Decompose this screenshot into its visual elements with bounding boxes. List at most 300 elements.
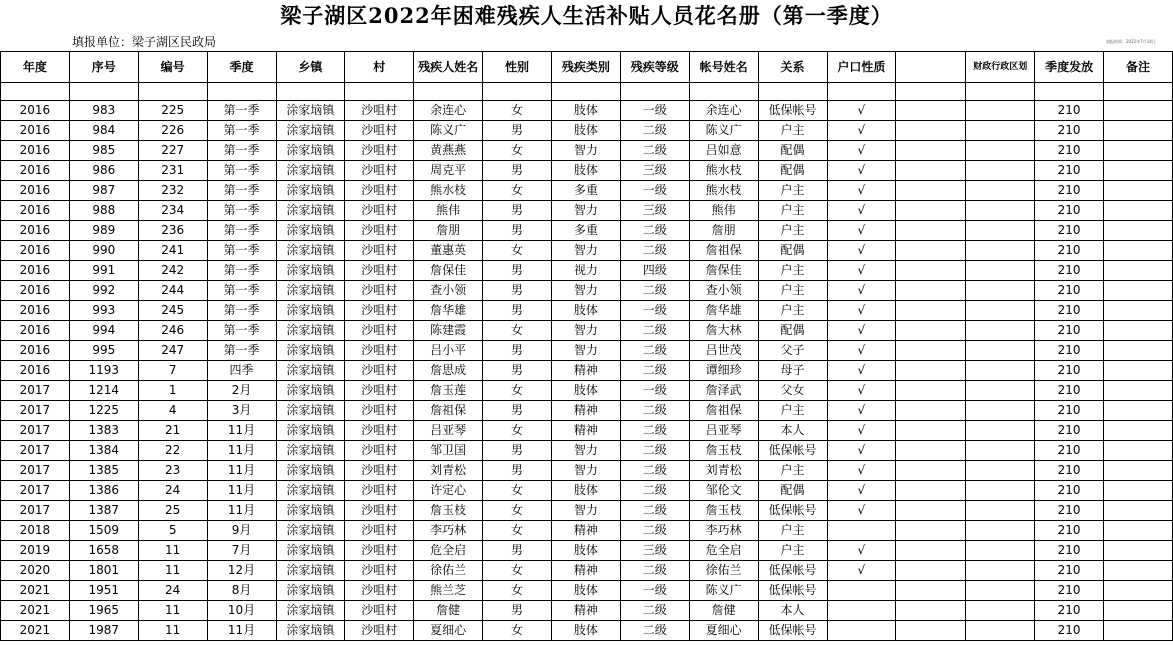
cell-seq[interactable]: 1965 [69,601,138,621]
cell-hukou[interactable]: √ [827,221,896,241]
cell-seq[interactable]: 987 [69,181,138,201]
cell-village[interactable]: 沙咀村 [345,461,414,481]
cell-remarks[interactable] [1104,201,1173,221]
cell-remarks[interactable] [1104,221,1173,241]
cell-code[interactable]: 225 [138,101,207,121]
cell-disability-level[interactable]: 二级 [620,521,689,541]
cell-disability-type[interactable]: 肢体 [552,101,621,121]
cell-quarter-payment[interactable]: 210 [1035,521,1104,541]
cell-hukou[interactable]: √ [827,381,896,401]
cell-code[interactable]: 1 [138,381,207,401]
cell-town[interactable]: 涂家垴镇 [276,401,345,421]
cell-seq[interactable]: 1658 [69,541,138,561]
cell-year[interactable]: 2016 [1,241,70,261]
cell-seq[interactable]: 1214 [69,381,138,401]
cell-town[interactable]: 涂家垴镇 [276,501,345,521]
cell-seq[interactable]: 993 [69,301,138,321]
cell-seq[interactable]: 990 [69,241,138,261]
cell-village[interactable]: 沙咀村 [345,181,414,201]
cell-gender[interactable]: 女 [483,521,552,541]
cell-gender[interactable]: 男 [483,361,552,381]
blank-cell[interactable] [1035,83,1104,101]
cell-relation[interactable]: 低保帐号 [758,441,827,461]
cell-gender[interactable]: 女 [483,381,552,401]
cell-remarks[interactable] [1104,301,1173,321]
cell-account-name[interactable]: 熊水枝 [689,181,758,201]
cell-name[interactable]: 詹玉枝 [414,501,483,521]
cell-name[interactable]: 詹保佳 [414,261,483,281]
cell-relation[interactable]: 低保帐号 [758,621,827,641]
cell-town[interactable]: 涂家垴镇 [276,121,345,141]
cell-disability-level[interactable]: 二级 [620,401,689,421]
cell-quarter[interactable]: 12月 [207,561,276,581]
cell-seq[interactable]: 994 [69,321,138,341]
cell-account-name[interactable]: 詹泽武 [689,381,758,401]
cell-relation[interactable]: 低保帐号 [758,101,827,121]
cell-remarks[interactable] [1104,181,1173,201]
cell-seq[interactable]: 1384 [69,441,138,461]
cell-code[interactable]: 23 [138,461,207,481]
cell-hukou-extra[interactable] [896,221,966,241]
cell-quarter[interactable]: 第一季 [207,241,276,261]
cell-name[interactable]: 李巧林 [414,521,483,541]
cell-relation[interactable]: 配偶 [758,141,827,161]
cell-code[interactable]: 25 [138,501,207,521]
cell-village[interactable]: 沙咀村 [345,141,414,161]
cell-hukou-extra[interactable] [896,561,966,581]
cell-year[interactable]: 2017 [1,501,70,521]
cell-finance-region[interactable] [966,521,1035,541]
cell-account-name[interactable]: 詹大林 [689,321,758,341]
cell-hukou[interactable] [827,601,896,621]
cell-relation[interactable]: 配偶 [758,481,827,501]
cell-village[interactable]: 沙咀村 [345,281,414,301]
cell-seq[interactable]: 1801 [69,561,138,581]
cell-relation[interactable]: 户主 [758,201,827,221]
cell-quarter-payment[interactable]: 210 [1035,221,1104,241]
cell-disability-level[interactable]: 二级 [620,221,689,241]
cell-quarter-payment[interactable]: 210 [1035,441,1104,461]
blank-cell[interactable] [276,83,345,101]
cell-hukou-extra[interactable] [896,341,966,361]
cell-seq[interactable]: 985 [69,141,138,161]
cell-year[interactable]: 2016 [1,181,70,201]
cell-name[interactable]: 徐佑兰 [414,561,483,581]
cell-finance-region[interactable] [966,441,1035,461]
cell-code[interactable]: 24 [138,481,207,501]
cell-hukou-extra[interactable] [896,161,966,181]
cell-hukou-extra[interactable] [896,321,966,341]
cell-town[interactable]: 涂家垴镇 [276,441,345,461]
cell-relation[interactable]: 配偶 [758,161,827,181]
cell-town[interactable]: 涂家垴镇 [276,221,345,241]
cell-hukou[interactable]: √ [827,481,896,501]
cell-year[interactable]: 2021 [1,581,70,601]
cell-disability-type[interactable]: 智力 [552,341,621,361]
cell-remarks[interactable] [1104,341,1173,361]
cell-name[interactable]: 詹华雄 [414,301,483,321]
blank-cell[interactable] [414,83,483,101]
cell-disability-type[interactable]: 智力 [552,281,621,301]
cell-name[interactable]: 熊水枝 [414,181,483,201]
cell-disability-type[interactable]: 智力 [552,441,621,461]
cell-year[interactable]: 2016 [1,261,70,281]
cell-remarks[interactable] [1104,281,1173,301]
cell-gender[interactable]: 男 [483,281,552,301]
cell-town[interactable]: 涂家垴镇 [276,601,345,621]
cell-finance-region[interactable] [966,141,1035,161]
cell-remarks[interactable] [1104,581,1173,601]
cell-year[interactable]: 2016 [1,161,70,181]
cell-relation[interactable]: 户主 [758,261,827,281]
cell-year[interactable]: 2016 [1,141,70,161]
cell-quarter[interactable]: 9月 [207,521,276,541]
cell-hukou[interactable]: √ [827,261,896,281]
cell-disability-level[interactable]: 四级 [620,261,689,281]
cell-disability-level[interactable]: 二级 [620,601,689,621]
cell-town[interactable]: 涂家垴镇 [276,301,345,321]
cell-remarks[interactable] [1104,421,1173,441]
cell-seq[interactable]: 1385 [69,461,138,481]
cell-account-name[interactable]: 詹祖保 [689,241,758,261]
cell-quarter[interactable]: 第一季 [207,101,276,121]
cell-account-name[interactable]: 詹保佳 [689,261,758,281]
cell-disability-level[interactable]: 二级 [620,441,689,461]
cell-name[interactable]: 危全启 [414,541,483,561]
cell-gender[interactable]: 男 [483,201,552,221]
cell-seq[interactable]: 992 [69,281,138,301]
cell-disability-level[interactable]: 一级 [620,581,689,601]
cell-disability-level[interactable]: 二级 [620,481,689,501]
cell-hukou[interactable]: √ [827,421,896,441]
cell-disability-type[interactable]: 智力 [552,321,621,341]
cell-finance-region[interactable] [966,401,1035,421]
cell-village[interactable]: 沙咀村 [345,481,414,501]
cell-village[interactable]: 沙咀村 [345,121,414,141]
cell-name[interactable]: 熊伟 [414,201,483,221]
cell-remarks[interactable] [1104,321,1173,341]
cell-seq[interactable]: 1951 [69,581,138,601]
cell-hukou-extra[interactable] [896,441,966,461]
cell-code[interactable]: 5 [138,521,207,541]
cell-remarks[interactable] [1104,601,1173,621]
cell-town[interactable]: 涂家垴镇 [276,361,345,381]
cell-code[interactable]: 11 [138,601,207,621]
cell-village[interactable]: 沙咀村 [345,221,414,241]
cell-hukou[interactable]: √ [827,121,896,141]
cell-name[interactable]: 余连心 [414,101,483,121]
cell-relation[interactable]: 低保帐号 [758,561,827,581]
cell-disability-type[interactable]: 肢体 [552,161,621,181]
cell-quarter-payment[interactable]: 210 [1035,361,1104,381]
cell-town[interactable]: 涂家垴镇 [276,461,345,481]
cell-relation[interactable]: 户主 [758,301,827,321]
cell-village[interactable]: 沙咀村 [345,301,414,321]
cell-quarter-payment[interactable]: 210 [1035,581,1104,601]
cell-village[interactable]: 沙咀村 [345,441,414,461]
cell-hukou-extra[interactable] [896,241,966,261]
cell-quarter[interactable]: 11月 [207,481,276,501]
cell-disability-level[interactable]: 二级 [620,501,689,521]
cell-seq[interactable]: 1987 [69,621,138,641]
cell-quarter[interactable]: 11月 [207,421,276,441]
cell-quarter[interactable]: 7月 [207,541,276,561]
cell-hukou-extra[interactable] [896,401,966,421]
cell-gender[interactable]: 男 [483,121,552,141]
blank-cell[interactable] [1104,83,1173,101]
cell-disability-type[interactable]: 肢体 [552,301,621,321]
cell-quarter[interactable]: 第一季 [207,321,276,341]
cell-hukou[interactable] [827,581,896,601]
cell-gender[interactable]: 女 [483,101,552,121]
cell-gender[interactable]: 男 [483,301,552,321]
cell-finance-region[interactable] [966,361,1035,381]
cell-seq[interactable]: 1386 [69,481,138,501]
blank-cell[interactable] [207,83,276,101]
cell-code[interactable]: 244 [138,281,207,301]
blank-cell[interactable] [345,83,414,101]
cell-code[interactable]: 245 [138,301,207,321]
cell-quarter-payment[interactable]: 210 [1035,341,1104,361]
cell-village[interactable]: 沙咀村 [345,521,414,541]
cell-account-name[interactable]: 詹玉枝 [689,441,758,461]
cell-quarter-payment[interactable]: 210 [1035,541,1104,561]
cell-name[interactable]: 查小领 [414,281,483,301]
cell-gender[interactable]: 女 [483,581,552,601]
cell-disability-type[interactable]: 肢体 [552,621,621,641]
cell-gender[interactable]: 女 [483,141,552,161]
cell-finance-region[interactable] [966,101,1035,121]
cell-seq[interactable]: 989 [69,221,138,241]
cell-remarks[interactable] [1104,241,1173,261]
cell-code[interactable]: 21 [138,421,207,441]
cell-finance-region[interactable] [966,501,1035,521]
cell-relation[interactable]: 户主 [758,281,827,301]
cell-hukou-extra[interactable] [896,501,966,521]
cell-quarter[interactable]: 第一季 [207,261,276,281]
cell-quarter-payment[interactable]: 210 [1035,621,1104,641]
cell-seq[interactable]: 995 [69,341,138,361]
cell-account-name[interactable]: 陈义广 [689,581,758,601]
cell-town[interactable]: 涂家垴镇 [276,521,345,541]
cell-gender[interactable]: 女 [483,561,552,581]
cell-quarter[interactable]: 第一季 [207,341,276,361]
cell-finance-region[interactable] [966,421,1035,441]
cell-disability-type[interactable]: 多重 [552,181,621,201]
cell-village[interactable]: 沙咀村 [345,621,414,641]
cell-year[interactable]: 2016 [1,341,70,361]
cell-remarks[interactable] [1104,561,1173,581]
cell-disability-level[interactable]: 二级 [620,281,689,301]
cell-quarter[interactable]: 2月 [207,381,276,401]
cell-remarks[interactable] [1104,161,1173,181]
cell-code[interactable]: 236 [138,221,207,241]
cell-quarter[interactable]: 第一季 [207,121,276,141]
cell-hukou-extra[interactable] [896,121,966,141]
cell-disability-level[interactable]: 三级 [620,201,689,221]
cell-town[interactable]: 涂家垴镇 [276,561,345,581]
cell-quarter-payment[interactable]: 210 [1035,161,1104,181]
cell-account-name[interactable]: 吕如意 [689,141,758,161]
cell-account-name[interactable]: 危全启 [689,541,758,561]
cell-gender[interactable]: 男 [483,401,552,421]
cell-gender[interactable]: 男 [483,461,552,481]
cell-gender[interactable]: 男 [483,221,552,241]
cell-code[interactable]: 24 [138,581,207,601]
cell-relation[interactable]: 户主 [758,401,827,421]
cell-account-name[interactable]: 詹健 [689,601,758,621]
cell-disability-level[interactable]: 二级 [620,141,689,161]
cell-code[interactable]: 4 [138,401,207,421]
cell-disability-type[interactable]: 肢体 [552,581,621,601]
cell-gender[interactable]: 女 [483,621,552,641]
cell-village[interactable]: 沙咀村 [345,261,414,281]
cell-disability-type[interactable]: 智力 [552,241,621,261]
blank-cell[interactable] [69,83,138,101]
cell-account-name[interactable]: 余连心 [689,101,758,121]
cell-relation[interactable]: 父女 [758,381,827,401]
cell-finance-region[interactable] [966,281,1035,301]
cell-gender[interactable]: 男 [483,541,552,561]
blank-cell[interactable] [689,83,758,101]
cell-disability-level[interactable]: 二级 [620,321,689,341]
cell-quarter[interactable]: 第一季 [207,141,276,161]
cell-seq[interactable]: 1383 [69,421,138,441]
cell-name[interactable]: 夏细心 [414,621,483,641]
cell-remarks[interactable] [1104,461,1173,481]
cell-finance-region[interactable] [966,121,1035,141]
cell-seq[interactable]: 1509 [69,521,138,541]
cell-disability-level[interactable]: 一级 [620,181,689,201]
cell-name[interactable]: 刘青松 [414,461,483,481]
cell-town[interactable]: 涂家垴镇 [276,281,345,301]
cell-quarter[interactable]: 第一季 [207,221,276,241]
cell-code[interactable]: 242 [138,261,207,281]
cell-year[interactable]: 2016 [1,301,70,321]
cell-account-name[interactable]: 邹伦文 [689,481,758,501]
cell-remarks[interactable] [1104,401,1173,421]
cell-quarter[interactable]: 11月 [207,501,276,521]
cell-disability-type[interactable]: 精神 [552,361,621,381]
cell-account-name[interactable]: 刘青松 [689,461,758,481]
cell-disability-level[interactable]: 二级 [620,361,689,381]
cell-hukou-extra[interactable] [896,481,966,501]
cell-disability-type[interactable]: 精神 [552,401,621,421]
cell-name[interactable]: 詹健 [414,601,483,621]
cell-disability-level[interactable]: 一级 [620,101,689,121]
cell-finance-region[interactable] [966,241,1035,261]
cell-hukou-extra[interactable] [896,201,966,221]
cell-account-name[interactable]: 詹华雄 [689,301,758,321]
cell-town[interactable]: 涂家垴镇 [276,481,345,501]
cell-hukou-extra[interactable] [896,601,966,621]
cell-code[interactable]: 247 [138,341,207,361]
cell-account-name[interactable]: 谭细珍 [689,361,758,381]
cell-disability-type[interactable]: 精神 [552,521,621,541]
cell-name[interactable]: 邹卫国 [414,441,483,461]
blank-cell[interactable] [620,83,689,101]
cell-quarter-payment[interactable]: 210 [1035,101,1104,121]
cell-village[interactable]: 沙咀村 [345,201,414,221]
cell-finance-region[interactable] [966,561,1035,581]
cell-village[interactable]: 沙咀村 [345,541,414,561]
cell-year[interactable]: 2016 [1,321,70,341]
cell-quarter[interactable]: 11月 [207,461,276,481]
cell-hukou[interactable]: √ [827,241,896,261]
cell-hukou[interactable]: √ [827,181,896,201]
cell-disability-level[interactable]: 二级 [620,241,689,261]
cell-name[interactable]: 詹玉莲 [414,381,483,401]
cell-account-name[interactable]: 陈义广 [689,121,758,141]
cell-village[interactable]: 沙咀村 [345,421,414,441]
cell-finance-region[interactable] [966,161,1035,181]
cell-quarter-payment[interactable]: 210 [1035,261,1104,281]
cell-quarter[interactable]: 8月 [207,581,276,601]
cell-year[interactable]: 2017 [1,441,70,461]
cell-town[interactable]: 涂家垴镇 [276,141,345,161]
blank-cell[interactable] [966,83,1035,101]
cell-remarks[interactable] [1104,481,1173,501]
cell-name[interactable]: 吕小平 [414,341,483,361]
cell-name[interactable]: 周克平 [414,161,483,181]
cell-village[interactable]: 沙咀村 [345,561,414,581]
cell-hukou[interactable]: √ [827,361,896,381]
cell-hukou-extra[interactable] [896,381,966,401]
cell-year[interactable]: 2016 [1,201,70,221]
cell-quarter-payment[interactable]: 210 [1035,421,1104,441]
cell-remarks[interactable] [1104,261,1173,281]
cell-code[interactable]: 231 [138,161,207,181]
cell-disability-type[interactable]: 智力 [552,501,621,521]
cell-year[interactable]: 2019 [1,541,70,561]
cell-seq[interactable]: 1387 [69,501,138,521]
cell-seq[interactable]: 1225 [69,401,138,421]
cell-town[interactable]: 涂家垴镇 [276,541,345,561]
cell-gender[interactable]: 男 [483,161,552,181]
cell-account-name[interactable]: 熊水枝 [689,161,758,181]
cell-account-name[interactable]: 夏细心 [689,621,758,641]
cell-disability-level[interactable]: 一级 [620,381,689,401]
cell-quarter-payment[interactable]: 210 [1035,181,1104,201]
cell-account-name[interactable]: 李巧林 [689,521,758,541]
cell-town[interactable]: 涂家垴镇 [276,621,345,641]
cell-code[interactable]: 232 [138,181,207,201]
cell-hukou-extra[interactable] [896,521,966,541]
cell-finance-region[interactable] [966,481,1035,501]
cell-disability-level[interactable]: 三级 [620,541,689,561]
cell-seq[interactable]: 988 [69,201,138,221]
cell-relation[interactable]: 低保帐号 [758,581,827,601]
cell-finance-region[interactable] [966,261,1035,281]
cell-town[interactable]: 涂家垴镇 [276,101,345,121]
blank-cell[interactable] [758,83,827,101]
cell-relation[interactable]: 低保帐号 [758,501,827,521]
cell-quarter-payment[interactable]: 210 [1035,201,1104,221]
cell-name[interactable]: 陈义广 [414,121,483,141]
cell-relation[interactable]: 本人 [758,421,827,441]
cell-village[interactable]: 沙咀村 [345,321,414,341]
cell-disability-type[interactable]: 智力 [552,141,621,161]
cell-quarter-payment[interactable]: 210 [1035,501,1104,521]
cell-disability-level[interactable]: 二级 [620,341,689,361]
cell-year[interactable]: 2016 [1,121,70,141]
cell-seq[interactable]: 991 [69,261,138,281]
cell-village[interactable]: 沙咀村 [345,601,414,621]
blank-cell[interactable] [827,83,896,101]
cell-town[interactable]: 涂家垴镇 [276,261,345,281]
cell-year[interactable]: 2017 [1,461,70,481]
cell-hukou[interactable]: √ [827,561,896,581]
